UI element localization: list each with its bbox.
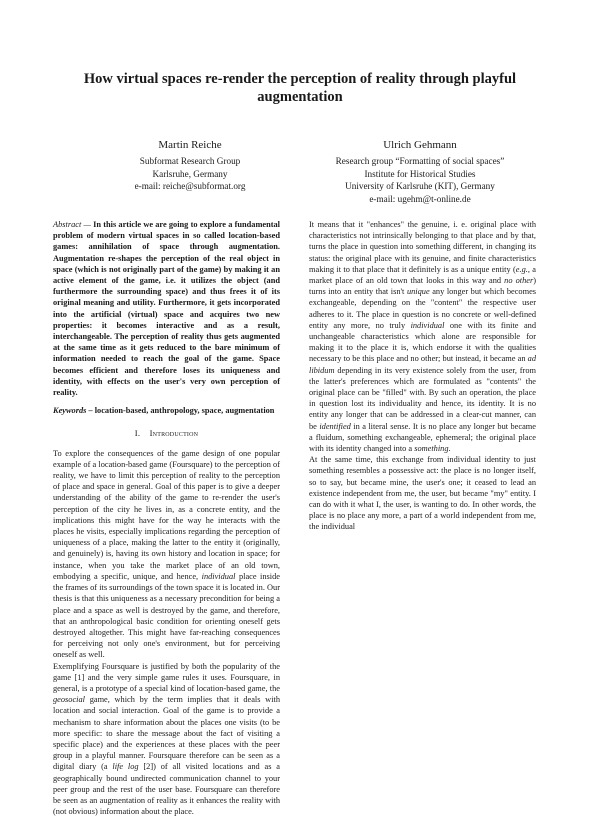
- author-block-2: [300, 138, 540, 205]
- section-number: I.: [134, 428, 141, 439]
- keywords-text: location-based, anthropology, space, augmentation: [94, 406, 275, 416]
- author-institute: Institute for Historical Studies: [364, 168, 476, 179]
- author-location: Karlsruhe, Germany: [152, 168, 228, 179]
- section-heading: [53, 428, 280, 439]
- author-email: e-mail: ugehm@t-online.de: [369, 193, 471, 204]
- paragraph: It means that it "enhances" the genuine, i. e. original place with characteristics not intrinsically belonging to that place and by that, turns the place in question into something different, in changing its status: the original place with its genuine, and finite characteristics making it to that place that it definitely is as a unique entity (e.g., a market place of an old town that looks in this way and no other) turns into an entity that isn't unique any longer but which becomes exchangeable, depending on the "content" the respective user adheres to it. The place in question is no concrete or well-defined entity any more, no truly individual one with its finite and unchangeable characteristics which alone are responsible for making it to the place it is, which endorse it with the qualities necessary to be this place and no other; but instead, it became an ad libidum depending in its very existence solely from the user, from the latter's preferences which are formulated as "contents" the original place can be "filled" with. By such an operation, the place in question lost its individuality and hence, its identity. It is no entity any longer that can be addressed in a clear-cut manner, can be identified in a literal sense. It is no place any longer but became a fluidum, something exchangeable, ephemeral; the original place with its identity changed into a something.: [309, 220, 537, 454]
- paper-title: How virtual spaces re-render the perception of reality through playful augmentation: [83, 71, 517, 105]
- author-block-1: [80, 138, 300, 193]
- author-name: Martin Reiche: [158, 139, 222, 151]
- paragraph: To explore the consequences of the game design of one popular example of a location-based game (Foursquare) to the perception of reality, we have to limit this perception of reality to the perception of place and space in general. Goal of this paper is to give a deeper understanding of the ability of the game to re-render the user's perception of the city he lives in, as a concrete entity, and the implications this might have for the way he interacts with the places he visits, especially implications regarding the perception of uniqueness of a place, making the latter to the entity it (originally, and genuinely) is, having its own history and location in space; for instance, when you take the market place of an old town, embodying a specific, unique, and hence, individual place inside the frames of its surroundings of the town space it is located in. Our thesis is that this uniqueness as a necessary precondition for being a place and a space as well is destroyed by the game, and therefore, that an anthropological basic condition for orienting oneself gets destroyed altogether. This might have far-reaching consequences for perceiving not only one's environment, but for perceiving oneself as well.: [53, 448, 280, 660]
- right-column: [309, 219, 536, 533]
- author-affiliation: Subformat Research Group: [139, 156, 241, 166]
- abstract-label: Abstract —: [53, 220, 91, 229]
- left-column: [53, 219, 280, 817]
- author-name: Ulrich Gehmann: [383, 139, 457, 151]
- paragraph: Exemplifying Foursquare is justified by both the popularity of the game [1] and the very simple game rules it uses. Foursquare, in general, is a prototype of a special kind of location-based game, the geosocial game, which by the term implies that it deals with location and social interaction. Goal of the game is to provide a mechanism to share information about the places one visits (to be more specific: to share the message about the fact of visiting a specific place) and the experiences at these places with the peer group in a playful manner. Foursquare therefore can be seen as a digital diary (a life log [2]) of all visited locations and as a geographically bound undirected communication channel to your peer group and the rest of the user base. Foursquare can therefore be seen as an augmentation of reality as it enhances the reality with (not obvious) information about the place.: [53, 661, 280, 817]
- section-title: Introduction: [149, 428, 199, 439]
- abstract-text: In this article we are going to explore a fundamental problem of modern virtual spaces in so called location-based games: annihilation of space through augmentation. Augmentation re-shapes the perception of the real object in space (which is not originally part of the game) by making it an active element of the game, i.e. it utilizes the object (and furthermore the surrounding space) and thus frees it of its original meaning and utility. Furthermore, it gets incorporated into the artificial (virtual) space and acquires two new properties: it becomes interactive and as a result, interchangeable. The perception of reality thus gets augmented at the same time as it gets reduced to the bare minimum of information needed to reach the goal of the game. Space becomes efficient and therefore loses its uniqueness and identity, with effects on the user's very own perception of reality.: [53, 220, 281, 398]
- author-email: e-mail: reiche@subformat.org: [134, 181, 246, 191]
- author-affiliation: Research group “Formatting of social spaces”: [335, 156, 505, 166]
- author-location: University of Karlsruhe (KIT), Germany: [345, 181, 495, 191]
- keywords-label: Keywords –: [53, 406, 93, 416]
- keywords: [53, 405, 280, 416]
- paragraph: At the same time, this exchange from individual identity to just something resembles a possessive act: the place is no longer itself, so to say, but became mine, the user's one; it ceased to lead an existence independent from me, the user, but became "my" entity. I can do with it what I, the user, is wanting to do. In other words, the place is no place any more, a part of a world independent from me, the individual: [309, 455, 536, 532]
- abstract: [53, 219, 280, 398]
